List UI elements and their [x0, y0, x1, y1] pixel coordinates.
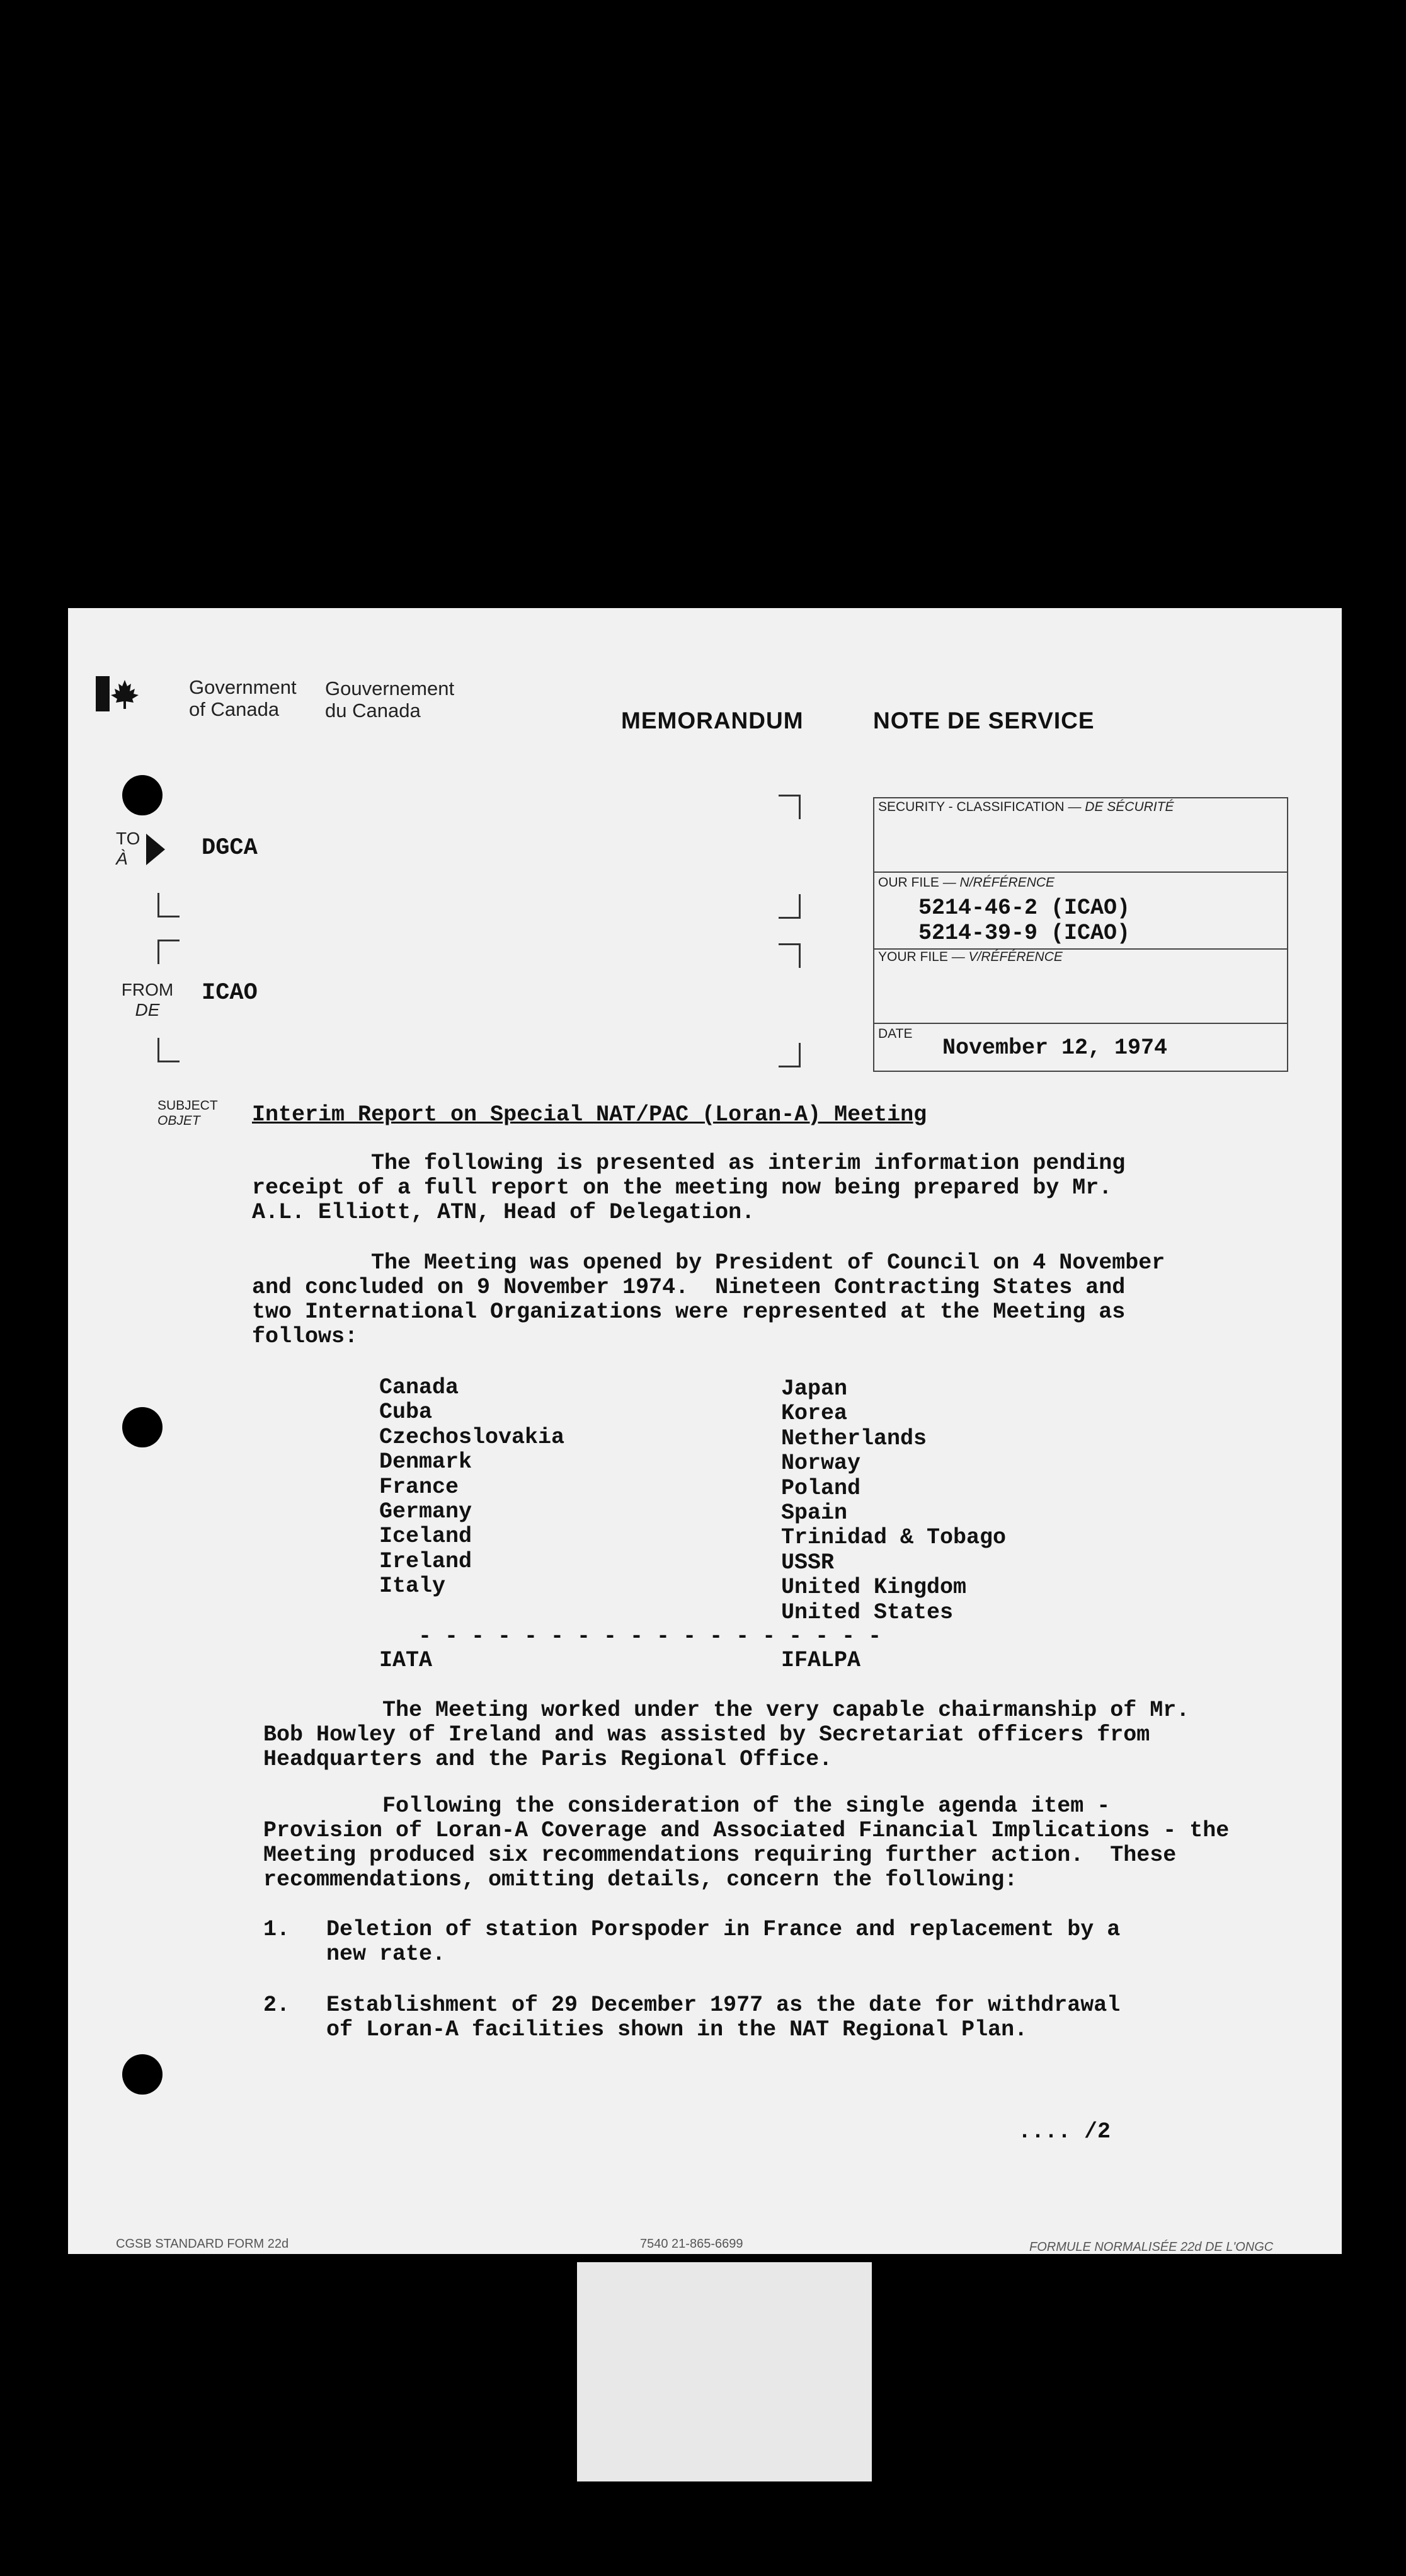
gouvernement-du-canada — [325, 677, 454, 722]
your-file-label-fr: — V/RÉFÉRENCE — [951, 950, 1063, 964]
from-label — [118, 980, 176, 1020]
memo-page — [68, 608, 1342, 2254]
paragraph-4: Following the consideration of the single agenda item - Provision of Loran-A Coverage and Associated Financial Implications - the Meeting produced six recommendations requiring further action. These recommendations, omitting details, concern the following: — [263, 1793, 1230, 1892]
countries-right-column — [781, 1377, 1006, 1625]
country-item: Canada — [379, 1375, 459, 1400]
subject-label-fr: OBJET — [157, 1113, 200, 1128]
date-row — [874, 1024, 1287, 1071]
countries-left-column — [379, 1376, 564, 1599]
country-item: Denmark — [379, 1449, 472, 1475]
our-file-value-1: 5214-46-2 (ICAO) — [918, 895, 1131, 921]
continuation-mark: .... /2 — [1018, 2119, 1111, 2144]
to-label-en: TO — [116, 829, 140, 848]
attached-slip — [577, 2262, 872, 2481]
bracket-top-right-to — [779, 795, 801, 819]
country-item: Ireland — [379, 1548, 472, 1574]
country-item: Italy — [379, 1573, 446, 1599]
subject-title: Interim Report on Special NAT/PAC (Loran-A) Meeting — [252, 1102, 927, 1127]
country-item: Iceland — [379, 1524, 472, 1550]
your-file-label — [878, 950, 1063, 965]
country-item: United Kingdom — [781, 1575, 967, 1601]
bracket-bottom-left-to — [157, 893, 180, 917]
footer-left: CGSB STANDARD FORM 22d — [116, 2237, 289, 2251]
your-file-row — [874, 950, 1287, 1024]
country-item: Norway — [781, 1451, 861, 1476]
info-box — [873, 797, 1288, 1072]
your-file-label-en: YOUR FILE — [878, 950, 948, 964]
our-file-label-fr: — N/RÉFÉRENCE — [942, 875, 1055, 890]
country-item: Czechoslovakia — [379, 1424, 565, 1450]
country-item: Netherlands — [781, 1425, 927, 1451]
country-item: Germany — [379, 1499, 472, 1525]
govt-fr-line2: du Canada — [325, 699, 421, 722]
country-item: Cuba — [379, 1400, 433, 1425]
bracket-top-right-from — [779, 943, 801, 968]
paragraph-1: The following is presented as interim information pending receipt of a full report on the meeting now being prepared by Mr. A.L. Elliott, ATN, Head of Delegation. — [252, 1151, 1126, 1225]
footer-center: 7540 21-865-6699 — [640, 2237, 743, 2251]
memorandum-heading: MEMORANDUM — [621, 708, 804, 733]
canada-flag-icon — [96, 676, 152, 711]
security-row — [874, 798, 1287, 873]
from-label-fr: DE — [135, 1000, 160, 1020]
paragraph-3: The Meeting worked under the very capable chairmanship of Mr. Bob Howley of Ireland and was assisted by Secretariat officers from Headquarters and the Paris Regional Office. — [263, 1698, 1190, 1772]
govt-en-line1: Government — [189, 676, 297, 698]
our-file-row — [874, 873, 1287, 950]
country-item: France — [379, 1474, 459, 1500]
security-label-en: SECURITY - CLASSIFICATION — [878, 800, 1065, 814]
country-item: Spain — [781, 1500, 848, 1526]
list-item-text: Deletion of station Porspoder in France and replacement by a new rate. — [326, 1917, 1121, 1967]
punch-hole-bottom — [122, 2054, 163, 2095]
date-label: DATE — [878, 1026, 913, 1041]
to-label — [116, 829, 140, 869]
security-label-fr: — DE SÉCURITÉ — [1068, 800, 1174, 814]
punch-hole-middle — [122, 1407, 163, 1447]
country-item: Trinidad & Tobago — [781, 1525, 1007, 1551]
bracket-top-left-from — [157, 940, 180, 964]
note-de-service-heading: NOTE DE SERVICE — [873, 708, 1095, 733]
government-of-canada — [189, 676, 297, 720]
bracket-bottom-left-from — [157, 1038, 180, 1062]
footer-right: FORMULE NORMALISÉE 22d DE L'ONGC — [1029, 2240, 1274, 2254]
to-label-fr: À — [116, 849, 128, 868]
country-item: Japan — [781, 1376, 848, 1401]
list-item-text: Establishment of 29 December 1977 as the date for withdrawal of Loran-A facilities shown in the NAT Regional Plan. — [326, 1992, 1121, 2042]
bracket-bottom-right-from — [779, 1043, 801, 1067]
country-item: Korea — [781, 1401, 848, 1427]
org-ifalpa: IFALPA — [781, 1648, 861, 1673]
country-item: United States — [781, 1599, 954, 1625]
from-value: ICAO — [202, 980, 258, 1006]
punch-hole-top — [122, 775, 163, 815]
govt-en-line2: of Canada — [189, 698, 280, 720]
country-item: Poland — [781, 1475, 861, 1501]
security-label — [878, 800, 1174, 815]
subject-label — [157, 1098, 218, 1129]
list-item-number: 2. — [263, 1992, 290, 2018]
our-file-value-2: 5214-39-9 (ICAO) — [918, 921, 1131, 946]
from-label-en: FROM — [121, 980, 174, 999]
org-iata: IATA — [379, 1648, 433, 1673]
date-value: November 12, 1974 — [942, 1035, 1168, 1061]
to-value: DGCA — [202, 835, 258, 861]
our-file-label — [878, 875, 1054, 890]
list-item-number: 1. — [263, 1917, 290, 1942]
paragraph-2: The Meeting was opened by President of Council on 4 November and concluded on 9 November 1974. Nineteen Contracting States and two International Organizations were represented at the Meeting as follows: — [252, 1250, 1165, 1349]
govt-fr-line1: Gouvernement — [325, 677, 455, 699]
arrow-right-icon — [146, 834, 165, 868]
country-item: USSR — [781, 1550, 835, 1575]
our-file-label-en: OUR FILE — [878, 875, 939, 890]
separator-dashes: - - - - - - - - - - - - - - - - - - — [418, 1624, 882, 1649]
subject-label-en: SUBJECT — [157, 1098, 218, 1113]
bracket-bottom-right-to — [779, 894, 801, 919]
